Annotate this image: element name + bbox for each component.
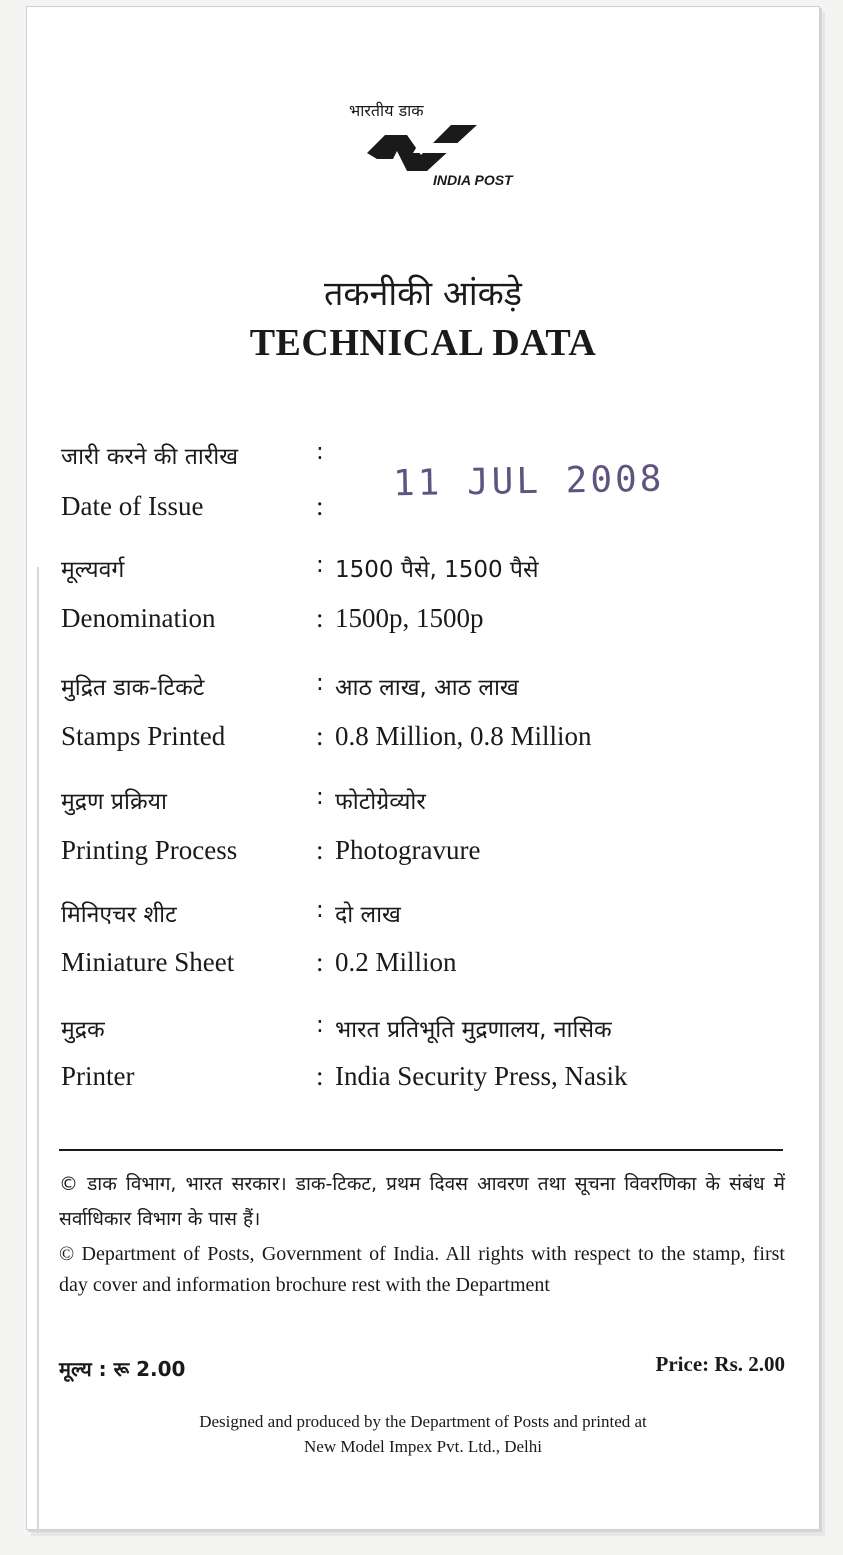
label-printing-process-hi: मुद्रण प्रक्रिया (61, 789, 167, 815)
value-miniature-sheet-en: 0.2 Million (335, 947, 457, 977)
colon: : (316, 552, 324, 578)
logo-english-text: INDIA POST (433, 172, 513, 188)
copyright-hindi: © डाक विभाग, भारत सरकार। डाक-टिकट, प्रथम दिवस आवरण तथा सूचना विवरणिका के संबंध में सर्वाधिकार विभाग के पास हैं। (59, 1173, 785, 1230)
value-printing-process-en: Photogravure (335, 835, 481, 865)
colon: : (316, 897, 324, 923)
value-denomination-hi: 1500 पैसे, 1500 पैसे (335, 557, 539, 583)
price-english: Price: Rs. 2.00 (655, 1352, 785, 1376)
colon: : (316, 603, 324, 633)
credit-line-1: Designed and produced by the Department of Posts and printed at (199, 1412, 647, 1431)
logo-hindi-text: भारतीय डाक (349, 101, 424, 120)
colon: : (316, 835, 324, 865)
credit-line-2: New Model Impex Pvt. Ltd., Delhi (304, 1437, 542, 1456)
value-miniature-sheet-hi: दो लाख (335, 902, 401, 928)
field-printer-hi (61, 1012, 801, 1056)
colon: : (316, 1012, 324, 1038)
value-stamps-printed-en: 0.8 Million, 0.8 Million (335, 721, 592, 751)
field-denomination-hi (61, 552, 801, 596)
value-printer-hi: भारत प्रतिभूति मुद्रणालय, नासिक (335, 1017, 612, 1043)
field-denomination-en (61, 603, 801, 647)
label-miniature-sheet-hi: मिनिएचर शीट (61, 902, 177, 928)
field-stamps-printed-en (61, 721, 801, 765)
label-denomination-en: Denomination (61, 603, 216, 633)
field-printing-process-en (61, 835, 801, 879)
colon: : (316, 721, 324, 751)
india-post-logo-icon (367, 125, 477, 175)
colon: : (316, 1061, 324, 1091)
fold-line (37, 567, 39, 1533)
field-printer-en (61, 1061, 801, 1105)
divider (59, 1149, 783, 1151)
date-stamp: 11 JUL 2008 (392, 458, 665, 505)
copyright-english: © Department of Posts, Government of India. All rights with respect to the stamp, first day cover and information brochure rest with the Department (59, 1243, 785, 1296)
label-printing-process-en: Printing Process (61, 835, 238, 865)
field-printing-process-hi (61, 784, 801, 828)
value-printer-en: India Security Press, Nasik (335, 1061, 628, 1091)
colon: : (316, 784, 324, 810)
colon: : (316, 670, 324, 696)
field-miniature-sheet-en (61, 947, 801, 991)
title-hindi: तकनीकी आंकड़े (324, 274, 522, 314)
field-stamps-printed-hi (61, 670, 801, 714)
label-denomination-hi: मूल्यवर्ग (61, 557, 125, 583)
colon: : (316, 947, 324, 977)
label-date-hi: जारी करने की तारीख (61, 444, 239, 470)
label-miniature-sheet-en: Miniature Sheet (61, 947, 235, 977)
label-printer-hi: मुद्रक (61, 1017, 105, 1043)
field-miniature-sheet-hi (61, 897, 801, 941)
credit-text (27, 1409, 819, 1459)
brochure-page (26, 6, 820, 1530)
value-printing-process-hi: फोटोग्रेव्योर (335, 789, 426, 815)
colon: : (316, 491, 324, 521)
colon: : (316, 439, 324, 465)
price-hindi: मूल्य : रू 2.00 (59, 1357, 186, 1381)
value-stamps-printed-hi: आठ लाख, आठ लाख (335, 675, 519, 701)
title-english: TECHNICAL DATA (249, 322, 597, 364)
label-stamps-printed-hi: मुद्रित डाक-टिकटे (61, 675, 205, 701)
label-printer-en: Printer (61, 1061, 135, 1091)
value-denomination-en: 1500p, 1500p (335, 603, 484, 633)
label-stamps-printed-en: Stamps Printed (61, 721, 226, 751)
label-date-en: Date of Issue (61, 491, 204, 521)
